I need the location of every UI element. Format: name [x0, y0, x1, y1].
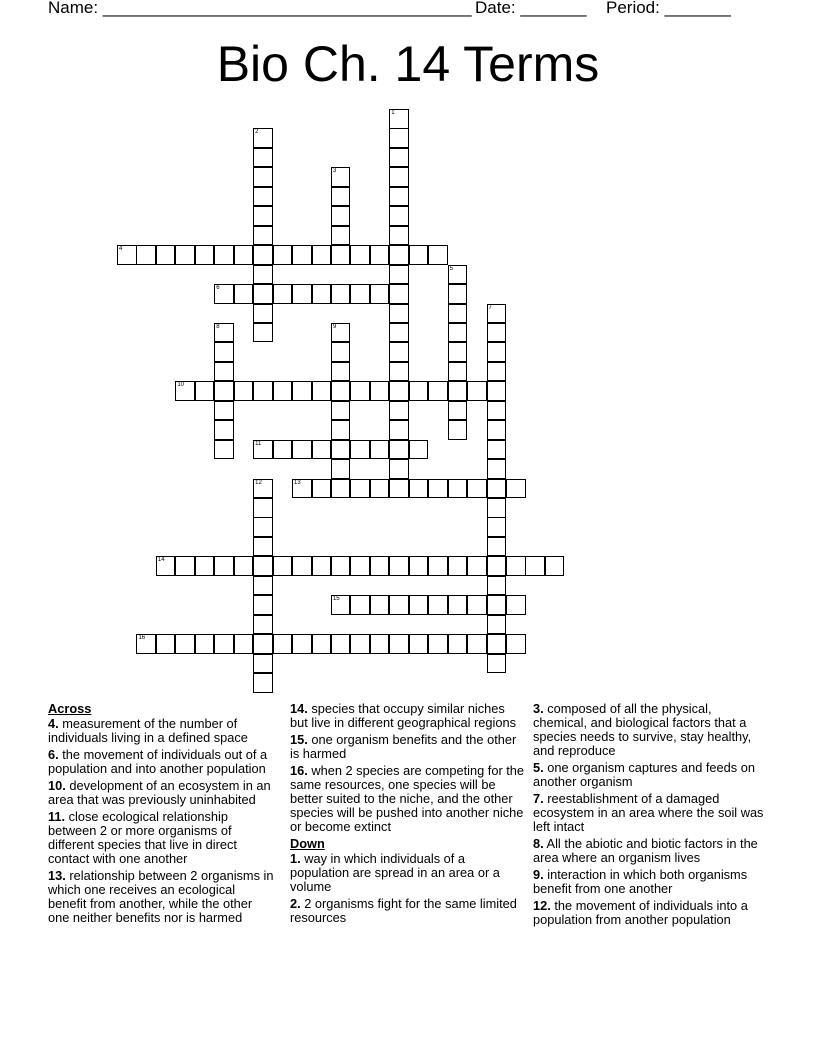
grid-cell[interactable]: [487, 440, 507, 460]
down-heading: Down: [290, 836, 325, 851]
clue-across-13: 13. relationship between 2 organisms in which one receives an ecological benefit from another, while the other one neither benefits nor is harmed: [48, 868, 274, 925]
clue-number: 6: [216, 285, 220, 292]
grid-cell[interactable]: [214, 381, 234, 401]
grid-cell[interactable]: [253, 187, 273, 207]
grid-cell[interactable]: [525, 556, 545, 576]
grid-cell[interactable]: [234, 284, 254, 304]
clue-down-5: 5. one organism captures and feeds on another organism: [533, 760, 755, 789]
grid-cell[interactable]: [409, 595, 429, 615]
page-title: Bio Ch. 14 Terms: [216, 36, 600, 92]
grid-cell[interactable]: [409, 245, 429, 265]
grid-cell[interactable]: [253, 615, 273, 635]
grid-cell[interactable]: [409, 479, 429, 499]
grid-cell[interactable]: [253, 226, 273, 246]
grid-cell[interactable]: [312, 556, 332, 576]
grid-cell[interactable]: [487, 342, 507, 362]
grid-cell[interactable]: [331, 226, 351, 246]
grid-cell[interactable]: [487, 381, 507, 401]
grid-cell[interactable]: [389, 245, 409, 265]
clue-down-12: 12. the movement of individuals into a population from another population: [533, 898, 748, 927]
grid-cell[interactable]: [253, 537, 273, 557]
grid-cell[interactable]: [253, 128, 273, 148]
grid-cell[interactable]: [409, 440, 429, 460]
grid-cell[interactable]: [253, 206, 273, 226]
grid-cell[interactable]: [253, 556, 273, 576]
grid-cell[interactable]: [389, 595, 409, 615]
grid-cell[interactable]: [253, 634, 273, 654]
grid-cell[interactable]: [467, 556, 487, 576]
grid-cell[interactable]: [350, 556, 370, 576]
grid-cell[interactable]: [389, 323, 409, 343]
grid-cell[interactable]: [292, 381, 312, 401]
grid-cell[interactable]: [389, 304, 409, 324]
period-field-label: Period: _______: [606, 0, 731, 17]
clue-number: 2: [255, 129, 259, 136]
grid-cell[interactable]: [448, 323, 468, 343]
clue-down-9: 9. interaction in which both organisms benefit from one another: [533, 867, 748, 896]
grid-cell[interactable]: [156, 245, 176, 265]
grid-cell[interactable]: [506, 634, 526, 654]
grid-cell[interactable]: [370, 440, 390, 460]
grid-cell[interactable]: [487, 517, 507, 537]
grid-cell[interactable]: [487, 615, 507, 635]
grid-cell[interactable]: [389, 265, 409, 285]
grid-cell[interactable]: [253, 440, 273, 460]
grid-cell[interactable]: [350, 245, 370, 265]
grid-cell[interactable]: [487, 304, 507, 324]
grid-cell[interactable]: [350, 479, 370, 499]
grid-cell[interactable]: [253, 517, 273, 537]
grid-cell[interactable]: [253, 167, 273, 187]
grid-cell[interactable]: [234, 381, 254, 401]
grid-cell[interactable]: [370, 556, 390, 576]
grid-cell[interactable]: [506, 479, 526, 499]
grid-cell[interactable]: [487, 401, 507, 421]
clue-across-6: 6. the movement of individuals out of a population and into another population: [48, 747, 268, 776]
grid-cell[interactable]: [273, 381, 293, 401]
clue-down-1: 1. way in which individuals of a population are spread in an area or a volume: [290, 851, 500, 894]
grid-cell[interactable]: [214, 362, 234, 382]
grid-cell[interactable]: [273, 440, 293, 460]
grid-cell[interactable]: [389, 187, 409, 207]
grid-cell[interactable]: [389, 128, 409, 148]
clues-column-3: [533, 702, 769, 930]
grid-cell[interactable]: [273, 556, 293, 576]
grid-cell[interactable]: [136, 245, 156, 265]
grid-cell[interactable]: [389, 440, 409, 460]
grid-cell[interactable]: [389, 109, 409, 129]
grid-cell[interactable]: [214, 440, 234, 460]
grid-cell[interactable]: [214, 342, 234, 362]
clue-across-11: 11. close ecological relationship between 2 or more organisms of different species that live in direct contact with one another: [48, 809, 237, 866]
grid-cell[interactable]: [448, 304, 468, 324]
grid-cell[interactable]: [370, 245, 390, 265]
grid-cell[interactable]: [214, 284, 234, 304]
grid-cell[interactable]: [467, 381, 487, 401]
grid-cell[interactable]: [350, 381, 370, 401]
grid-cell[interactable]: [389, 634, 409, 654]
grid-cell[interactable]: [487, 595, 507, 615]
clue-number: 7: [488, 304, 492, 311]
grid-cell[interactable]: [506, 595, 526, 615]
date-field-label: Date: _______: [475, 0, 587, 17]
grid-cell[interactable]: [331, 245, 351, 265]
clue-number: 13: [294, 479, 301, 486]
grid-cell[interactable]: [467, 595, 487, 615]
grid-cell[interactable]: [234, 634, 254, 654]
grid-cell[interactable]: [253, 245, 273, 265]
grid-cell[interactable]: [292, 556, 312, 576]
grid-cell[interactable]: [175, 245, 195, 265]
grid-cell[interactable]: [214, 401, 234, 421]
grid-cell[interactable]: [370, 381, 390, 401]
grid-cell[interactable]: [234, 556, 254, 576]
grid-cell[interactable]: [487, 634, 507, 654]
grid-cell[interactable]: [312, 381, 332, 401]
grid-cell[interactable]: [331, 167, 351, 187]
clue-across-4: 4. measurement of the number of individuals living in a defined space: [48, 716, 248, 745]
grid-cell[interactable]: [389, 284, 409, 304]
grid-cell[interactable]: [370, 479, 390, 499]
grid-cell[interactable]: [389, 381, 409, 401]
grid-cell[interactable]: [156, 556, 176, 576]
grid-cell[interactable]: [195, 556, 215, 576]
clue-number: 12: [255, 479, 262, 486]
grid-cell[interactable]: [370, 284, 390, 304]
grid-cell[interactable]: [331, 187, 351, 207]
grid-cell[interactable]: [253, 673, 273, 693]
grid-cell[interactable]: [409, 556, 429, 576]
grid-cell[interactable]: [389, 362, 409, 382]
grid-cell[interactable]: [195, 381, 215, 401]
grid-cell[interactable]: [370, 595, 390, 615]
grid-cell[interactable]: [292, 245, 312, 265]
grid-cell[interactable]: [545, 556, 565, 576]
grid-cell[interactable]: [331, 440, 351, 460]
grid-cell[interactable]: [214, 556, 234, 576]
grid-cell[interactable]: [350, 595, 370, 615]
grid-cell[interactable]: [253, 595, 273, 615]
grid-cell[interactable]: [331, 420, 351, 440]
grid-cell[interactable]: [428, 556, 448, 576]
grid-cell[interactable]: [312, 440, 332, 460]
grid-cell[interactable]: [448, 284, 468, 304]
grid-cell[interactable]: [487, 420, 507, 440]
grid-cell[interactable]: [487, 654, 507, 674]
clue-across-16: 16. when 2 species are competing for the same resources, one species will be better suited to the niche, and the other species will be pushed into another niche or become extinct: [290, 763, 525, 834]
grid-cell[interactable]: [448, 634, 468, 654]
grid-cell[interactable]: [409, 634, 429, 654]
grid-cell[interactable]: [389, 226, 409, 246]
grid-cell[interactable]: [195, 245, 215, 265]
grid-cell[interactable]: [448, 381, 468, 401]
grid-cell[interactable]: [428, 381, 448, 401]
grid-cell[interactable]: [312, 634, 332, 654]
grid-cell[interactable]: [389, 420, 409, 440]
grid-cell[interactable]: [273, 245, 293, 265]
grid-cell[interactable]: [389, 479, 409, 499]
grid-cell[interactable]: [292, 479, 312, 499]
grid-cell[interactable]: [175, 381, 195, 401]
grid-cell[interactable]: [389, 401, 409, 421]
grid-cell[interactable]: [331, 206, 351, 226]
grid-cell[interactable]: [331, 284, 351, 304]
clues-column-1: [48, 702, 276, 928]
grid-cell[interactable]: [487, 362, 507, 382]
clue-number: 5: [449, 265, 453, 272]
grid-cell[interactable]: [331, 381, 351, 401]
grid-cell[interactable]: [350, 634, 370, 654]
grid-cell[interactable]: [487, 323, 507, 343]
grid-cell[interactable]: [409, 381, 429, 401]
clue-down-3: 3. composed of all the physical, chemical, and biological factors that a species needs to survive, stay healthy, and reproduce: [533, 701, 752, 758]
grid-cell[interactable]: [253, 498, 273, 518]
grid-cell[interactable]: [389, 148, 409, 168]
grid-cell[interactable]: [448, 479, 468, 499]
grid-cell[interactable]: [331, 362, 351, 382]
grid-cell[interactable]: [350, 284, 370, 304]
grid-cell[interactable]: [253, 323, 273, 343]
grid-cell[interactable]: [214, 245, 234, 265]
clue-down-2: 2. 2 organisms fight for the same limited resources: [290, 896, 517, 925]
grid-cell[interactable]: [214, 634, 234, 654]
clue-down-7: 7. reestablishment of a damaged ecosystem in an area where the soil was left intact: [533, 791, 764, 834]
grid-cell[interactable]: [136, 634, 156, 654]
grid-cell[interactable]: [467, 479, 487, 499]
clue-number: 8: [216, 323, 220, 330]
grid-cell[interactable]: [448, 556, 468, 576]
name-field-label: Name: _______________________________________: [48, 0, 472, 17]
clue-number: 4: [119, 246, 123, 253]
grid-cell[interactable]: [253, 479, 273, 499]
grid-cell[interactable]: [487, 556, 507, 576]
grid-cell[interactable]: [389, 342, 409, 362]
grid-cell[interactable]: [487, 498, 507, 518]
clues-column-2: [290, 702, 526, 928]
across-heading: Across: [48, 701, 92, 716]
grid-cell[interactable]: [312, 245, 332, 265]
grid-cell[interactable]: [448, 265, 468, 285]
grid-cell[interactable]: [428, 595, 448, 615]
grid-cell[interactable]: [253, 148, 273, 168]
grid-cell[interactable]: [331, 479, 351, 499]
grid-cell[interactable]: [253, 576, 273, 596]
grid-cell[interactable]: [389, 167, 409, 187]
grid-cell[interactable]: [292, 440, 312, 460]
grid-cell[interactable]: [331, 556, 351, 576]
grid-cell[interactable]: [234, 245, 254, 265]
grid-cell[interactable]: [428, 479, 448, 499]
grid-cell[interactable]: [214, 420, 234, 440]
grid-cell[interactable]: [350, 440, 370, 460]
grid-cell[interactable]: [312, 284, 332, 304]
grid-cell[interactable]: [214, 323, 234, 343]
grid-cell[interactable]: [331, 342, 351, 362]
grid-cell[interactable]: [467, 634, 487, 654]
grid-cell[interactable]: [331, 634, 351, 654]
grid-cell[interactable]: [292, 634, 312, 654]
grid-cell[interactable]: [253, 304, 273, 324]
clue-number: 14: [157, 557, 165, 564]
clue-number: 10: [177, 382, 185, 389]
clue-across-10: 10. development of an ecosystem in an area that was previously uninhabited: [48, 778, 271, 807]
grid-cell[interactable]: [312, 479, 332, 499]
grid-cell[interactable]: [448, 595, 468, 615]
grid-cell[interactable]: [331, 459, 351, 479]
grid-cell[interactable]: [389, 459, 409, 479]
grid-cell[interactable]: [253, 265, 273, 285]
grid-cell[interactable]: [428, 634, 448, 654]
grid-cell[interactable]: [292, 284, 312, 304]
grid-cell[interactable]: [273, 284, 293, 304]
grid-cell[interactable]: [331, 401, 351, 421]
clue-down-8: 8. All the abiotic and biotic factors in the area where an organism lives: [533, 836, 758, 865]
clue-number: 3: [332, 168, 337, 175]
grid-cell[interactable]: [448, 362, 468, 382]
clue-number: 16: [138, 635, 146, 642]
grid-cell[interactable]: [175, 634, 195, 654]
grid-cell[interactable]: [273, 634, 293, 654]
grid-cell[interactable]: [487, 459, 507, 479]
grid-cell[interactable]: [370, 634, 390, 654]
grid-cell[interactable]: [331, 595, 351, 615]
grid-cell[interactable]: [117, 245, 137, 265]
grid-cell[interactable]: [448, 401, 468, 421]
clue-across-14: 14. species that occupy similar niches but live in different geographical regions: [290, 701, 516, 730]
grid-cell[interactable]: [175, 556, 195, 576]
clue-number: 11: [255, 440, 262, 447]
grid-cell[interactable]: [195, 634, 215, 654]
clue-across-15: 15. one organism benefits and the other is harmed: [290, 732, 517, 761]
clue-number: 9: [332, 323, 337, 330]
grid-cell[interactable]: [428, 245, 448, 265]
grid-cell[interactable]: [253, 381, 273, 401]
grid-cell[interactable]: [389, 556, 409, 576]
grid-cell[interactable]: [487, 479, 507, 499]
grid-cell[interactable]: [156, 634, 176, 654]
grid-cell[interactable]: [448, 342, 468, 362]
grid-cell[interactable]: [389, 206, 409, 226]
grid-cell[interactable]: [487, 537, 507, 557]
grid-cell[interactable]: [448, 420, 468, 440]
clue-number: 1: [391, 110, 395, 116]
grid-cell[interactable]: [331, 323, 351, 343]
grid-cell[interactable]: [487, 576, 507, 596]
clue-number: 15: [332, 596, 340, 603]
grid-cell[interactable]: [506, 556, 526, 576]
grid-cell[interactable]: [253, 654, 273, 674]
grid-cell[interactable]: [253, 284, 273, 304]
